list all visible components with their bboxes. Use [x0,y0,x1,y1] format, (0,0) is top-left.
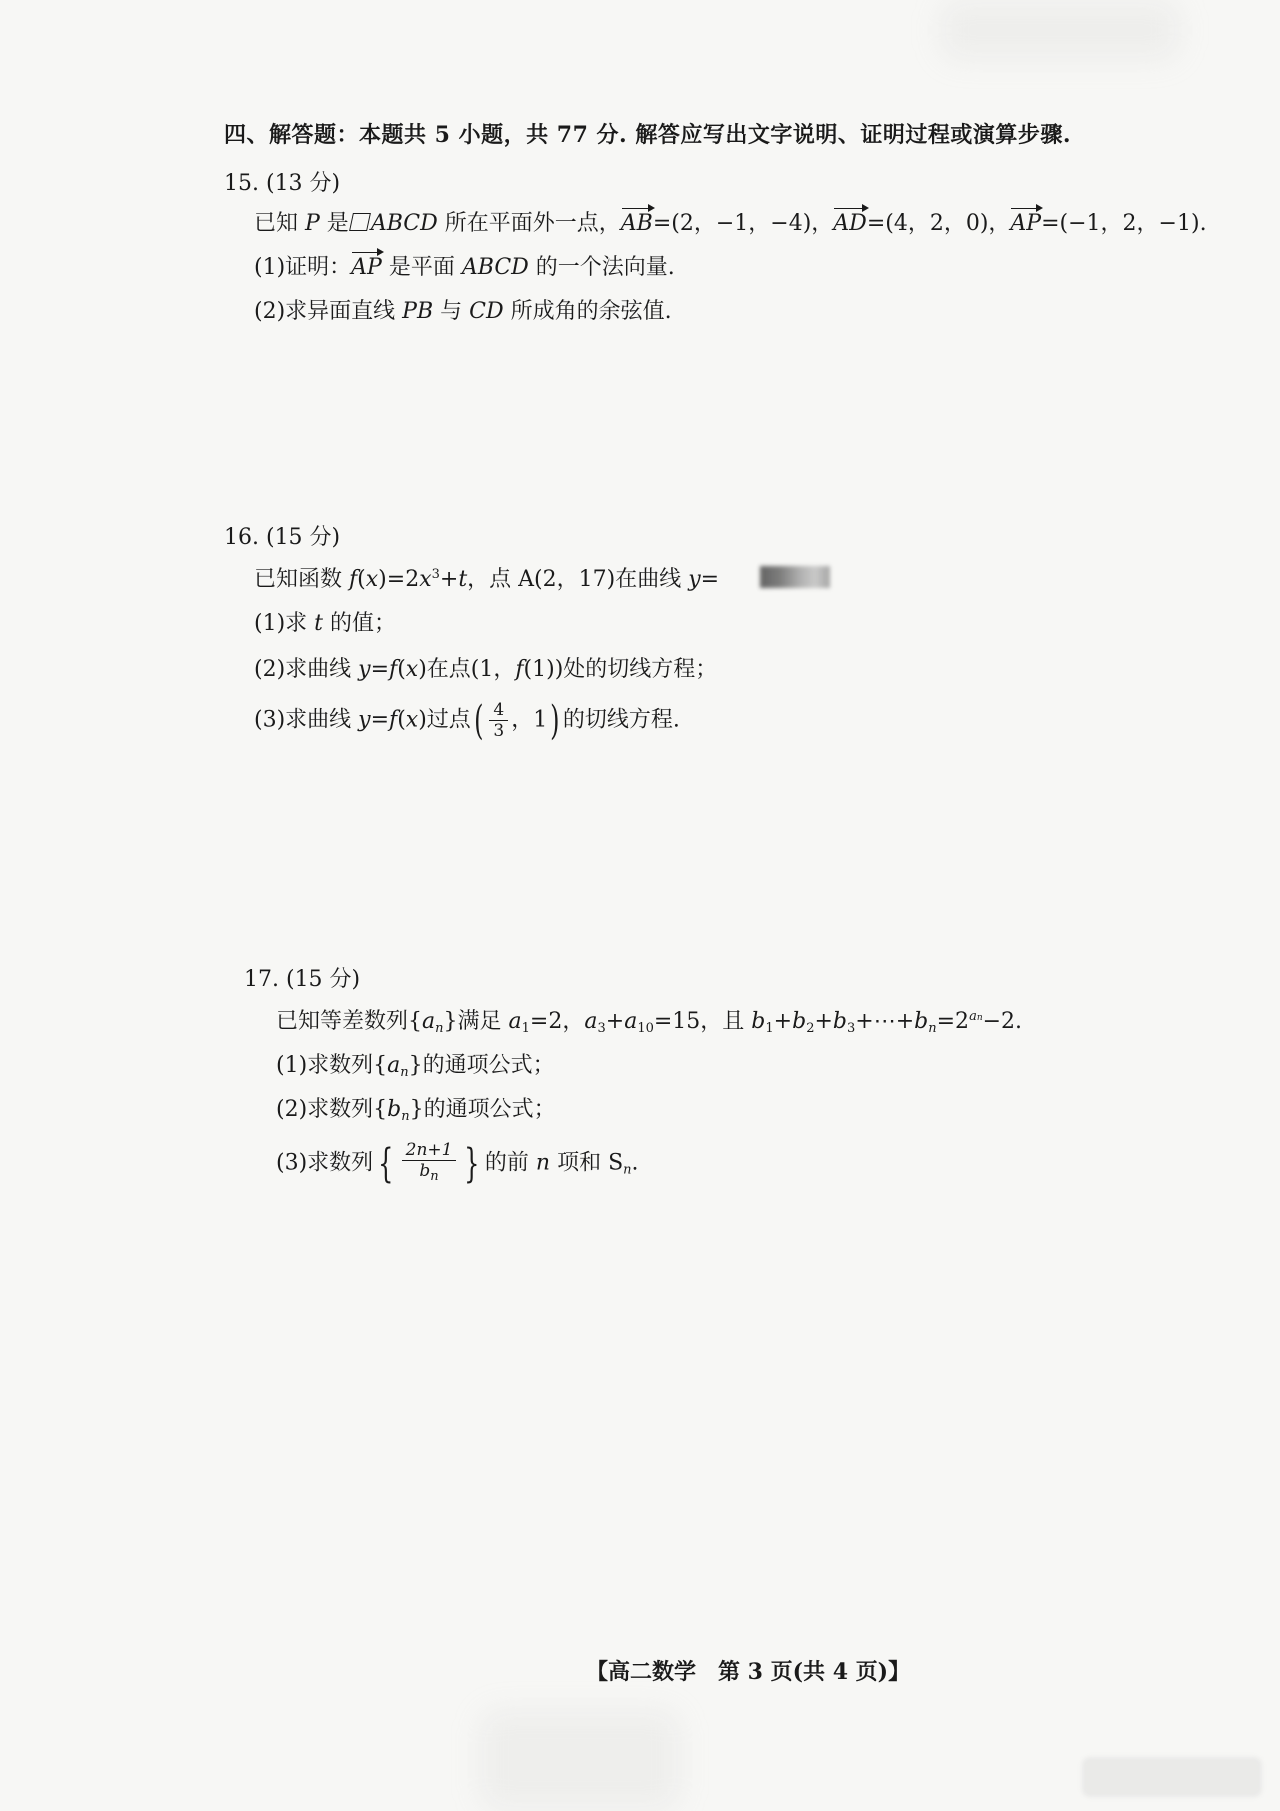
q16-part3: (3)求曲线 y=f(x)过点( $\frac{4}{3}$ ，1) 的切线方程. [254,697,680,744]
q17-stem: 已知等差数列$\{a_n\}$满足 $a_1=2$，$a_3+a_{10}=15$，且 $b_1+b_2+b_3+\cdots+b_n=2^{an}-2$. [276,1009,1023,1036]
q16-part1: (1)求 t 的值； [254,611,397,636]
q17-part3: (3)求数列 { $\frac{2n+1}{b_n}$ } 的前 n 项和 $S_n$. [276,1140,639,1187]
watermark-logo [1082,1757,1262,1797]
q17-number: 17. (15 分) [244,967,361,992]
page-footer: 【高二数学 第 3 页(共 4 页)】 [586,1659,911,1685]
fraction-4-3: $\frac{4}{3}$ [489,700,508,741]
section-heading: 四、解答题：本题共 5 小题，共 77 分. 解答应写出文字说明、证明过程或演算步骤. [224,122,1072,148]
q16-stem: 已知函数 $f(x)=2x^3+t$，点 A(2，17)在曲线 y= [254,567,720,592]
q17-part2: (2)求数列$\{b_n\}$的通项公式； [276,1097,556,1124]
scan-shadow [940,0,1180,60]
redaction-blur [760,566,830,588]
scan-shadow-bottom [480,1710,680,1810]
q17-part1: (1)求数列$\{a_n\}$的通项公式； [276,1053,555,1080]
q15-stem: 已知 P 是 ABCD 所在平面外一点，AB=(2，−1，−4)，AD=(4，2，0)，AP=(−1，2，−1). [254,211,1207,236]
q16-part2: (2)求曲线 y=f(x)在点(1，f(1))处的切线方程； [254,657,718,682]
q15-part1: (1)证明：AP 是平面 ABCD 的一个法向量. [254,255,675,280]
parallelogram-icon [349,213,371,231]
q15-part2: (2)求异面直线 PB 与 CD 所成角的余弦值. [254,299,672,324]
fraction-2n1-bn: $\frac{2n+1}{b_n}$ [402,1140,457,1187]
q16-number: 16. (15 分) [224,525,341,550]
q15-number: 15. (13 分) [224,171,341,196]
